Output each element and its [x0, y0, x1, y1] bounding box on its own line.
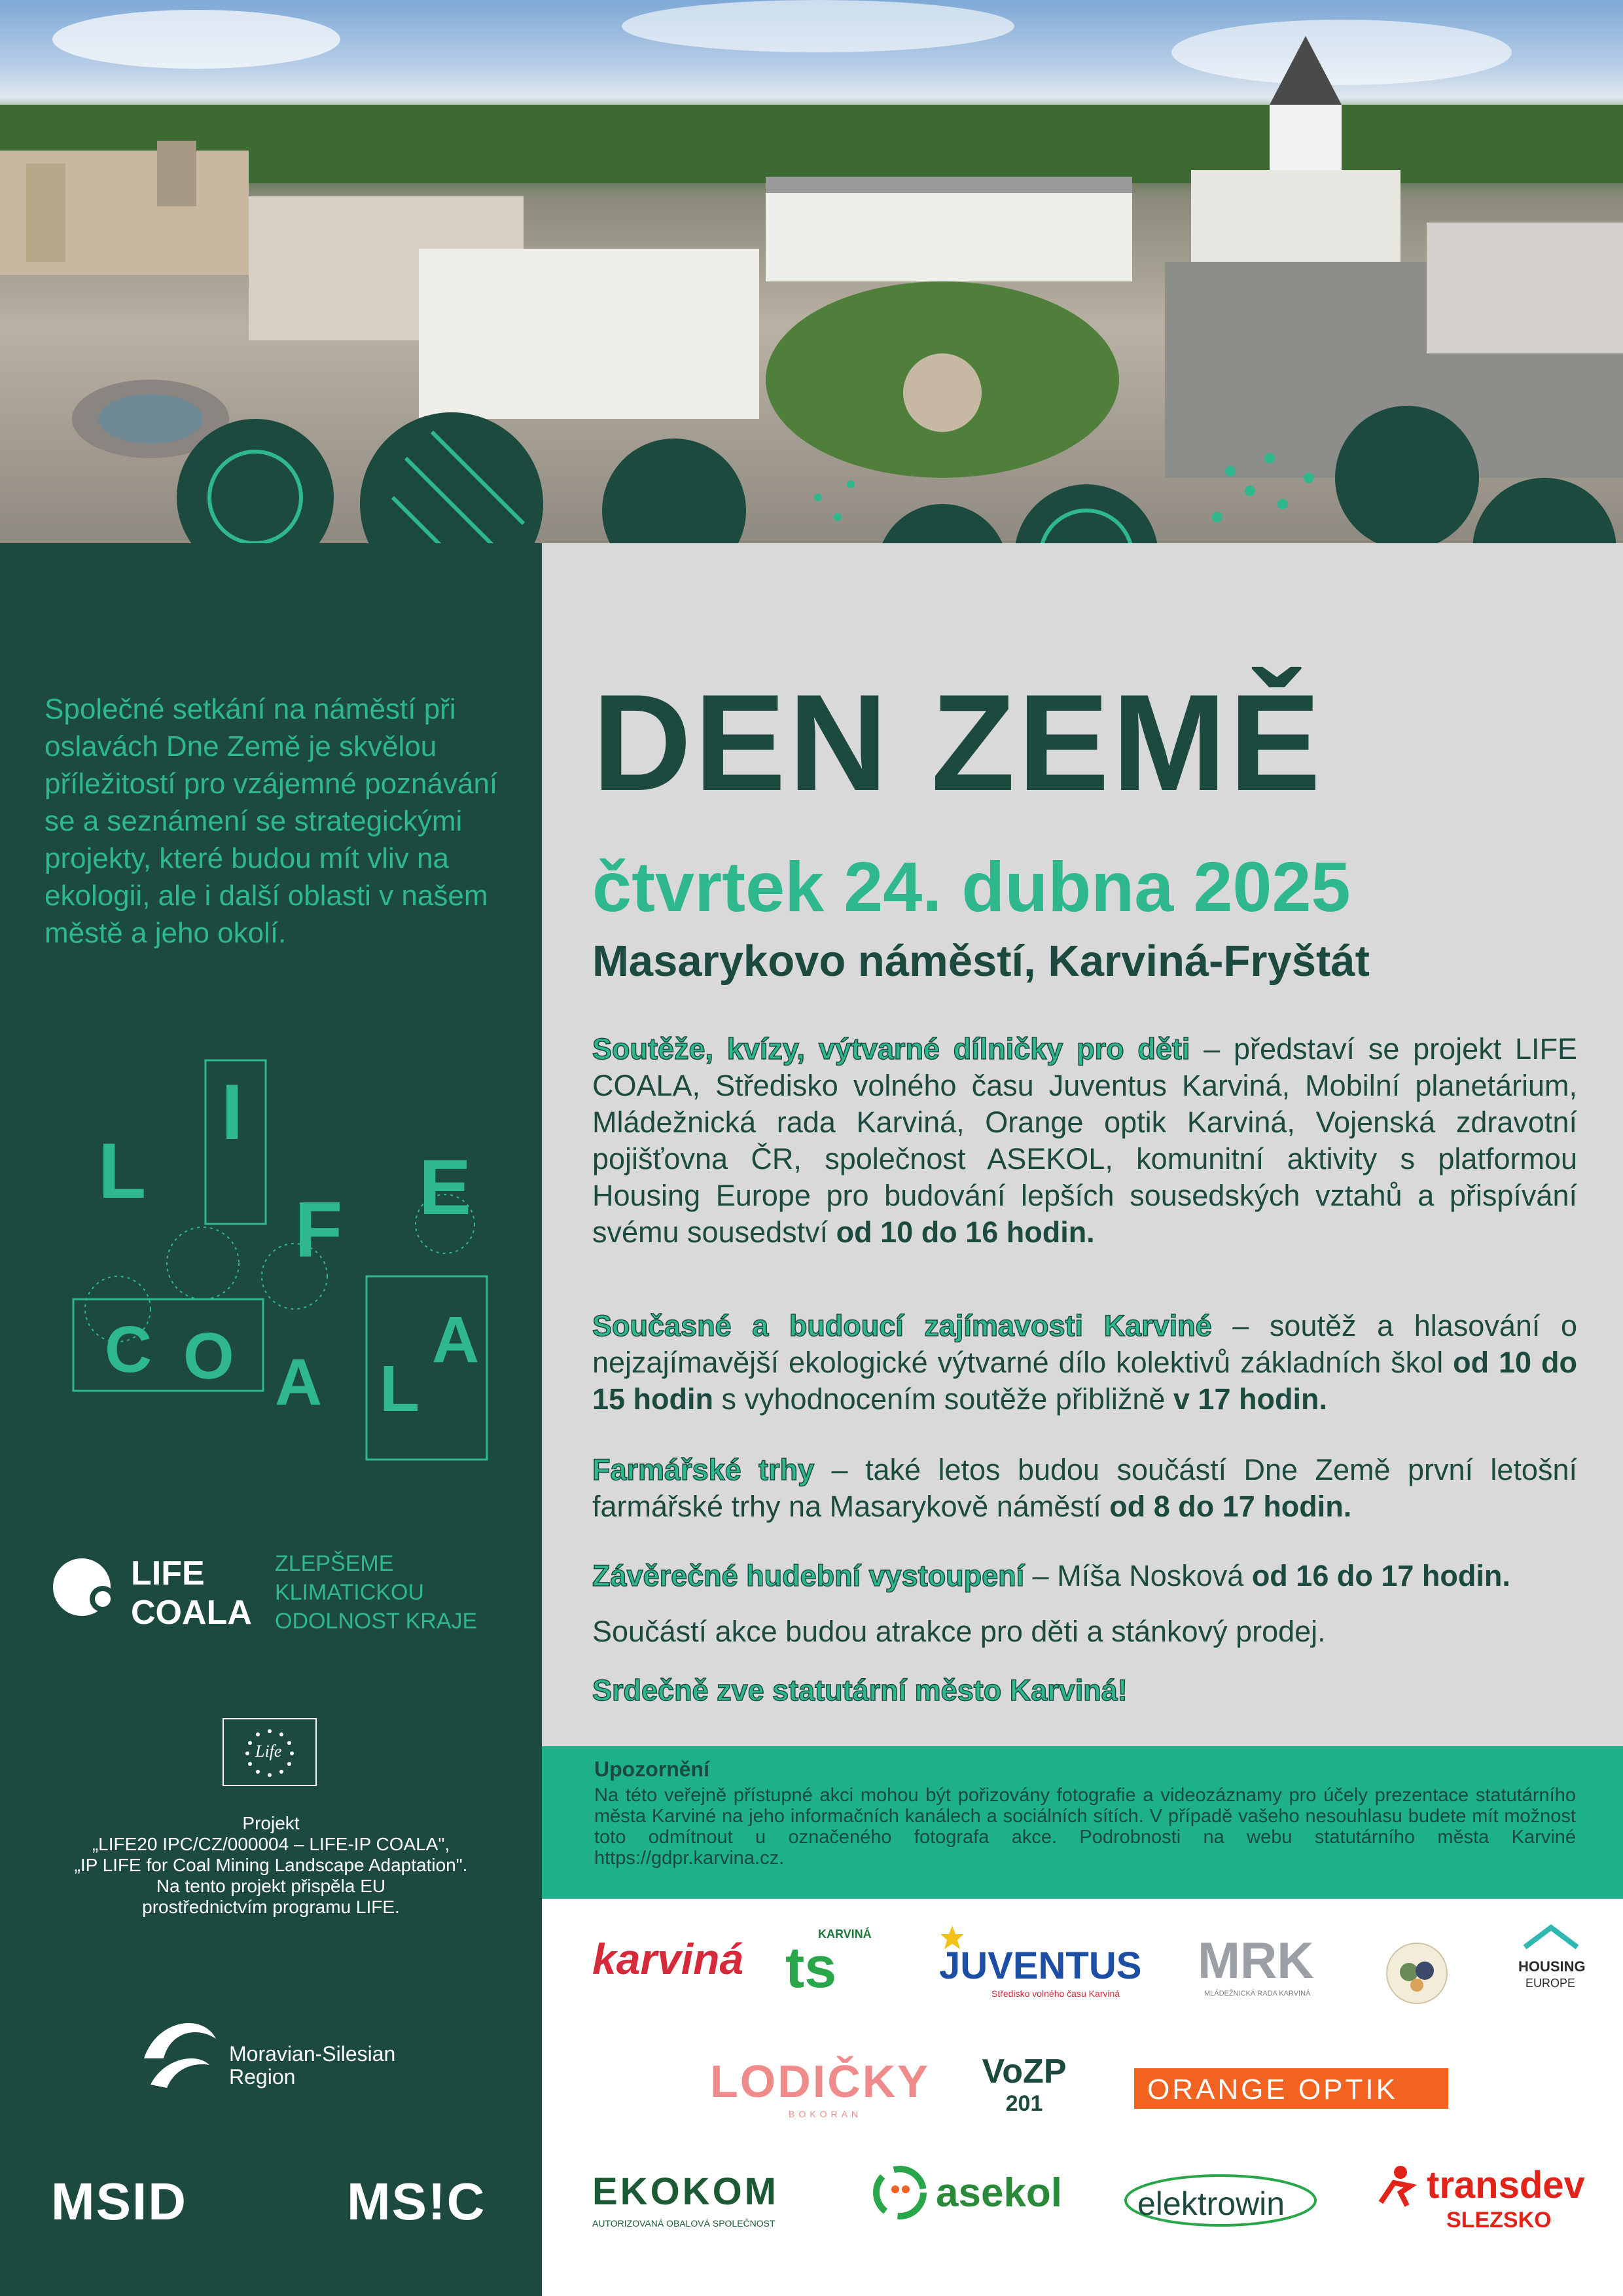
mrk-subtext: MLÁDEŽNICKÁ RADA KARVINÁ	[1204, 1990, 1311, 1998]
moravian-silesian-logo	[137, 2013, 432, 2091]
paragraph-text: – také letos budou součástí Dne Země první letošní farmářské trhy na Masarykově náměstí	[592, 1453, 1577, 1523]
logo-life-text: LIFE	[131, 1554, 205, 1592]
paragraph-concert	[592, 1558, 1577, 1594]
time-text: od 16 do 17 hodin.	[1251, 1559, 1510, 1592]
vozp-logo	[969, 2052, 1080, 2124]
highlight: Současné a budoucí zajímavosti Karviné	[592, 1309, 1212, 1342]
town-square-illustration	[0, 0, 1623, 543]
paragraph-attractions	[592, 1308, 1577, 1418]
life-coala-artwork	[52, 1054, 497, 1473]
coala-icon	[49, 1554, 121, 1626]
event-place: Masarykovo náměstí, Karviná-Fryštát	[592, 937, 1370, 986]
ts-small-text: KARVINÁ	[818, 1928, 872, 1941]
project-line: prostřednictvím programu LIFE.	[142, 1897, 400, 1917]
orange-optik-text: ORANGE OPTIK	[1147, 2073, 1398, 2106]
highlight: Závěrečné hudební vystoupení	[592, 1559, 1025, 1592]
region-icon	[137, 2013, 223, 2091]
ekokom-text: EKOKOM	[592, 2170, 779, 2213]
community-logo	[1384, 1941, 1450, 2006]
notice-body: Na této veřejně přístupné akci mohou být pořizovány fotografie a videozáznamy pro účely prezentace statutárního města Karviné na jeho informačních kanálech a sociálních sítích. V případě vašeho nesouhlasu budete mít možnost toto odmítnout u označeného fotografa akce. Podrobnosti na webu statutárního města Karviné https://gdpr.karvina.cz.	[594, 1785, 1576, 1869]
paragraph-text: – představí se projekt LIFE COALA, Středisko volného času Juventus Karviná, Mobilní planetárium, Mládežnická rada Karviná, Orange optik Karviná, Vojenská zdravotní pojišťovna ČR, společnost ASEKOL, komunitní aktivity s platformou Housing Europe pro budování lepších sousedských vztahů a přispívání svému sousedství	[592, 1032, 1578, 1249]
juventus-text: JUVENTUS	[939, 1945, 1142, 1987]
art-letter: E	[419, 1143, 472, 1231]
project-line: „LIFE20 IPC/CZ/000004 – LIFE-IP COALA",	[92, 1834, 450, 1854]
asekol-logo	[870, 2163, 1067, 2229]
art-letter: L	[380, 1352, 420, 1426]
transdev-text: transdev	[1427, 2164, 1585, 2206]
art-letter: F	[294, 1186, 343, 1274]
karvina-logo: karviná	[592, 1935, 744, 1983]
logo-coala-text: COALA	[131, 1594, 252, 1632]
housing-europe-logo	[1515, 1924, 1587, 2003]
time-text: od 10 do 16 hodin.	[836, 1215, 1095, 1249]
transdev-runner-icon	[1374, 2163, 1420, 2209]
paragraph-extra: Součástí akce budou atrakce pro děti a stánkový prodej.	[592, 1615, 1326, 1648]
elektrowin-logo	[1119, 2160, 1322, 2232]
paragraph-activities	[592, 1031, 1577, 1251]
lodicky-subtext: BOKORAN	[789, 2109, 863, 2119]
eu-life-logo	[223, 1718, 317, 1786]
paragraph-text: – Míša Nosková	[1024, 1559, 1252, 1592]
elektrowin-text: elektrowin	[1137, 2185, 1285, 2222]
highlight: Farmářské trhy	[592, 1453, 815, 1486]
intro-text: Společné setkání na náměstí při oslavách Dne Země je skvělou příležitostí pro vzájemné poznávání se a seznámení se strategickými projekty, které budou mít vliv na ekologii, ale i další oblasti v našem městě a jeho okolí.	[45, 693, 498, 949]
mrk-logo	[1191, 1931, 1322, 2003]
art-letter: A	[432, 1303, 480, 1376]
town-square-photo	[0, 0, 1623, 543]
logo-slogan-line: KLIMATICKOU	[275, 1580, 424, 1605]
paragraph-text: – soutěž a hlasování o nejzajímavější ekologické výtvarné dílo kolektivů základních škol	[592, 1309, 1578, 1379]
msic-logo: MS!C	[347, 2172, 486, 2231]
community-icon	[1384, 1941, 1450, 2006]
highlight: Srdečně zve statutární město Karviná!	[592, 1674, 1128, 1707]
juventus-subtext: Středisko volného času Karviná	[991, 1988, 1120, 1999]
event-date: čtvrtek 24. dubna 2025	[592, 847, 1351, 926]
logo-slogan-line: ODOLNOST KRAJE	[275, 1609, 478, 1634]
notice-title: Upozornění	[594, 1757, 709, 1781]
region-line: Moravian-Silesian	[229, 2042, 396, 2066]
recycle-icon	[870, 2163, 929, 2222]
ekokom-subtext: AUTORIZOVANÁ OBALOVÁ SPOLEČNOST	[592, 2218, 776, 2229]
eu-life-text: Life	[255, 1742, 282, 1761]
msid-logo: MSID	[51, 2172, 187, 2231]
art-letter: C	[105, 1313, 152, 1386]
highlight: Soutěže, kvízy, výtvarné dílničky pro děti	[592, 1032, 1190, 1066]
logo-slogan-line: ZLEPŠEME	[275, 1551, 394, 1576]
art-letter: L	[98, 1127, 147, 1215]
mrk-text: MRK	[1198, 1931, 1314, 1989]
ekokom-logo	[592, 2170, 815, 2242]
project-line: Na tento projekt přispěla EU	[156, 1876, 386, 1896]
transdev-logo	[1374, 2163, 1590, 2235]
life-coala-logo	[49, 1551, 520, 1643]
lodicky-logo	[710, 2055, 930, 2127]
project-line: „IP LIFE for Coal Mining Landscape Adaptation".	[74, 1855, 468, 1875]
housing-text: HOUSING	[1518, 1958, 1586, 1975]
orange-optik-logo	[1134, 2068, 1448, 2109]
ts-text: ts	[785, 1935, 837, 2000]
time-text: od 10 do 15 hodin	[592, 1346, 1577, 1416]
vozp-text: VoZP	[982, 2053, 1067, 2090]
art-letter: I	[221, 1068, 243, 1156]
transdev-subtext: SLEZSKO	[1446, 2208, 1552, 2233]
region-line: Region	[229, 2065, 296, 2089]
house-roof-icon	[1522, 1924, 1580, 1950]
art-letter: A	[275, 1346, 323, 1419]
paragraph-text: s vyhodnocením soutěže přibližně	[713, 1382, 1173, 1416]
vozp-number: 201	[1005, 2091, 1043, 2116]
event-title: DEN ZEMĚ	[592, 666, 1324, 819]
lodicky-text: LODIČKY	[710, 2056, 930, 2107]
juventus-logo	[933, 1924, 1142, 2006]
project-info	[26, 1813, 516, 1918]
europe-text: EUROPE	[1525, 1977, 1576, 1990]
time-text: od 8 do 17 hodin.	[1109, 1490, 1352, 1523]
asekol-text: asekol	[936, 2170, 1063, 2215]
project-line: Projekt	[242, 1813, 300, 1833]
ts-logo	[785, 1928, 877, 2000]
paragraph-invitation	[592, 1672, 1577, 1709]
time-text: v 17 hodin.	[1173, 1382, 1327, 1416]
art-letter: O	[183, 1319, 234, 1393]
paragraph-farmers-market	[592, 1452, 1577, 1525]
